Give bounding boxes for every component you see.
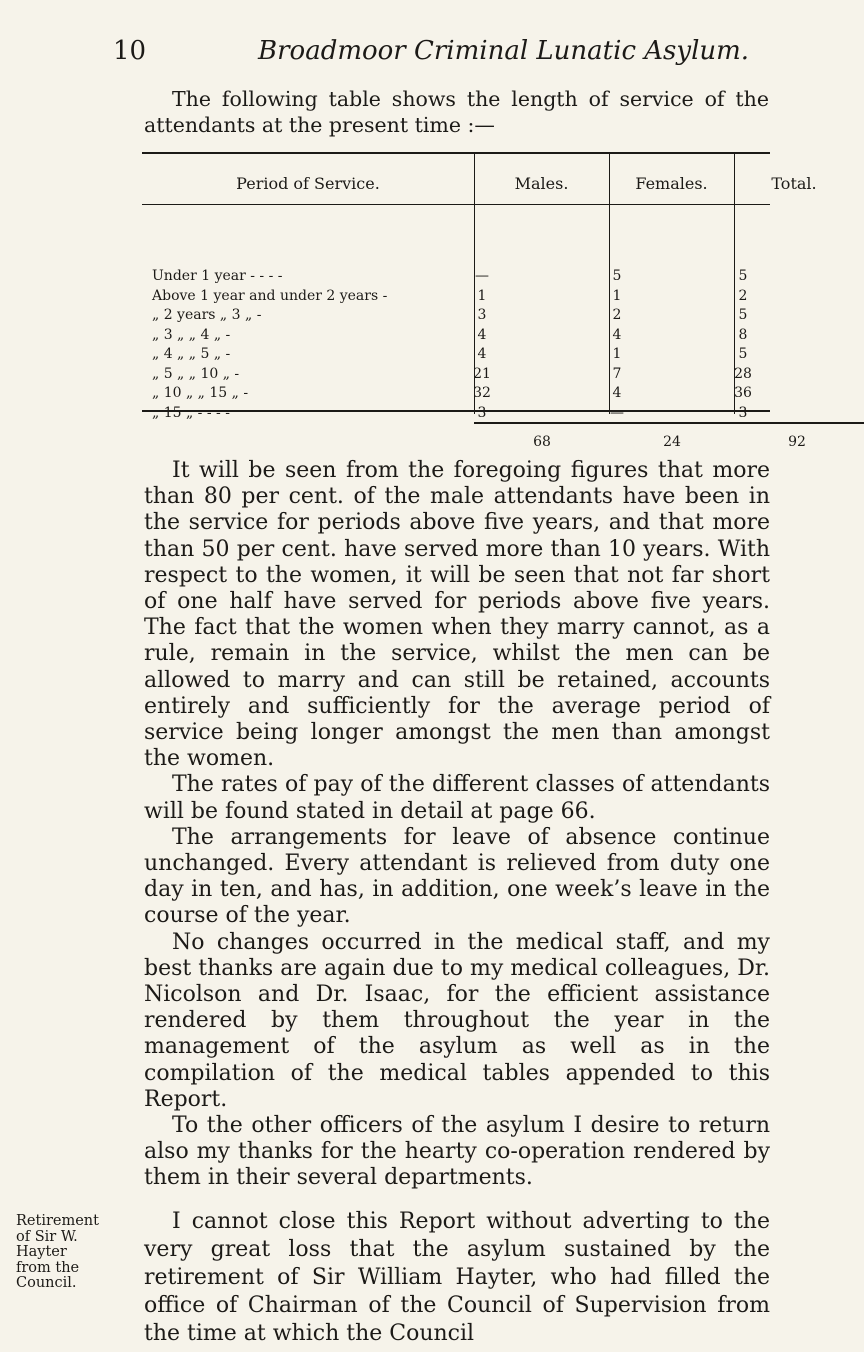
paragraph: To the other officers of the asylum I desire to return also my thanks for the hearty co-operation rendered by them in their several departments. <box>144 1113 770 1191</box>
row-females: 1 <box>612 346 622 362</box>
table-bottom-rule <box>142 410 770 412</box>
paragraph: The arrangements for leave of absence continue unchanged. Every attendant is relieved from duty one day in ten, and has, in addition, one week’s leave in the course of the year. <box>144 824 770 929</box>
row-label: „ 4 „ „ 5 „ - <box>152 346 231 362</box>
row-total: 5 <box>738 268 748 284</box>
row-males: 1 <box>477 287 487 304</box>
row-total: 3 <box>738 404 748 421</box>
row-label: „ 2 years „ 3 „ - <box>152 307 262 323</box>
row-males: 4 <box>477 326 487 343</box>
body-text <box>144 458 770 1192</box>
total-females: 24 <box>663 434 681 450</box>
row-total: 36 <box>734 385 752 401</box>
row-males: 32 <box>473 385 491 401</box>
row-total: 5 <box>738 307 748 323</box>
intro-text: The following table shows the length of service of the attendants at the present time :— <box>144 87 769 137</box>
table-top-rule <box>142 152 770 154</box>
table-row <box>142 288 770 308</box>
row-total: 28 <box>734 365 752 382</box>
row-females: 1 <box>612 287 622 304</box>
row-females: — <box>610 404 624 421</box>
paragraph: It will be seen from the foregoing figures that more than 80 per cent. of the male attendants have been in the service for periods above five years, and that more than 50 per cent. have served more than 10 years. With respect to the women, it will be seen that not far short of one half have served for periods above five years. The fact that the women when they marry cannot, as a rule, remain in the service, whilst the men can be allowed to marry and can still be retained, accounts entirely and sufficiently for the average period of service being longer amongst the men than amongst the women. <box>144 458 770 772</box>
row-males: 4 <box>477 346 487 362</box>
row-label: „ 10 „ „ 15 „ - <box>152 385 249 401</box>
row-label: „ 5 „ „ 10 „ - <box>152 365 240 382</box>
margin-note: Retirement of Sir W. Hayter from the Council. <box>16 1213 99 1291</box>
table-row <box>142 366 770 386</box>
row-females: 4 <box>612 385 622 401</box>
running-title: Broadmoor Criminal Lunatic Asylum. <box>258 36 750 66</box>
table-row <box>142 327 770 347</box>
row-total: 8 <box>738 326 748 343</box>
row-label: Under 1 year - - - - <box>152 268 283 284</box>
row-females: 7 <box>612 365 622 382</box>
paragraph: The rates of pay of the different classes of attendants will be found stated in detail at page 66. <box>144 772 770 824</box>
row-total: 5 <box>738 346 748 362</box>
row-males: — <box>475 268 489 284</box>
intro-paragraph <box>144 86 769 138</box>
table-row <box>142 346 770 366</box>
row-males: 3 <box>477 404 487 421</box>
row-total: 2 <box>738 287 748 304</box>
header-total: Total. <box>771 174 817 193</box>
final-paragraph <box>144 1208 770 1348</box>
header-period: Period of Service. <box>236 174 380 193</box>
page-number: 10 <box>113 36 147 66</box>
table-row <box>142 268 770 288</box>
row-females: 2 <box>612 307 622 323</box>
row-label: „ 15 „ - - - - <box>152 404 230 421</box>
total-males: 68 <box>533 434 551 450</box>
row-label: Above 1 year and under 2 years - <box>152 287 388 304</box>
header-males: Males. <box>514 174 569 193</box>
row-label: „ 3 „ „ 4 „ - <box>152 326 231 343</box>
total-total: 92 <box>788 434 806 450</box>
row-females: 4 <box>612 326 622 343</box>
table-rows <box>142 268 770 424</box>
row-males: 3 <box>477 307 487 323</box>
table-row <box>142 307 770 327</box>
row-males: 21 <box>473 365 491 382</box>
totals-rule <box>474 422 864 424</box>
header-rule <box>142 204 770 205</box>
table-row <box>142 385 770 405</box>
header-females: Females. <box>635 174 708 193</box>
paragraph: No changes occurred in the medical staff, and my best thanks are again due to my medical colleagues, Dr. Nicolson and Dr. Isaac, for the efficient assistance rendered by them throughout the year in the management of the asylum as well as in the compilation of the medical tables appended to this Report. <box>144 929 770 1112</box>
paragraph: I cannot close this Report without adverting to the very great loss that the asylum sustained by the retirement of Sir William Hayter, who had filled the office of Chairman of the Council of Supervision from the time at which the Council <box>144 1209 770 1346</box>
row-females: 5 <box>612 268 622 284</box>
